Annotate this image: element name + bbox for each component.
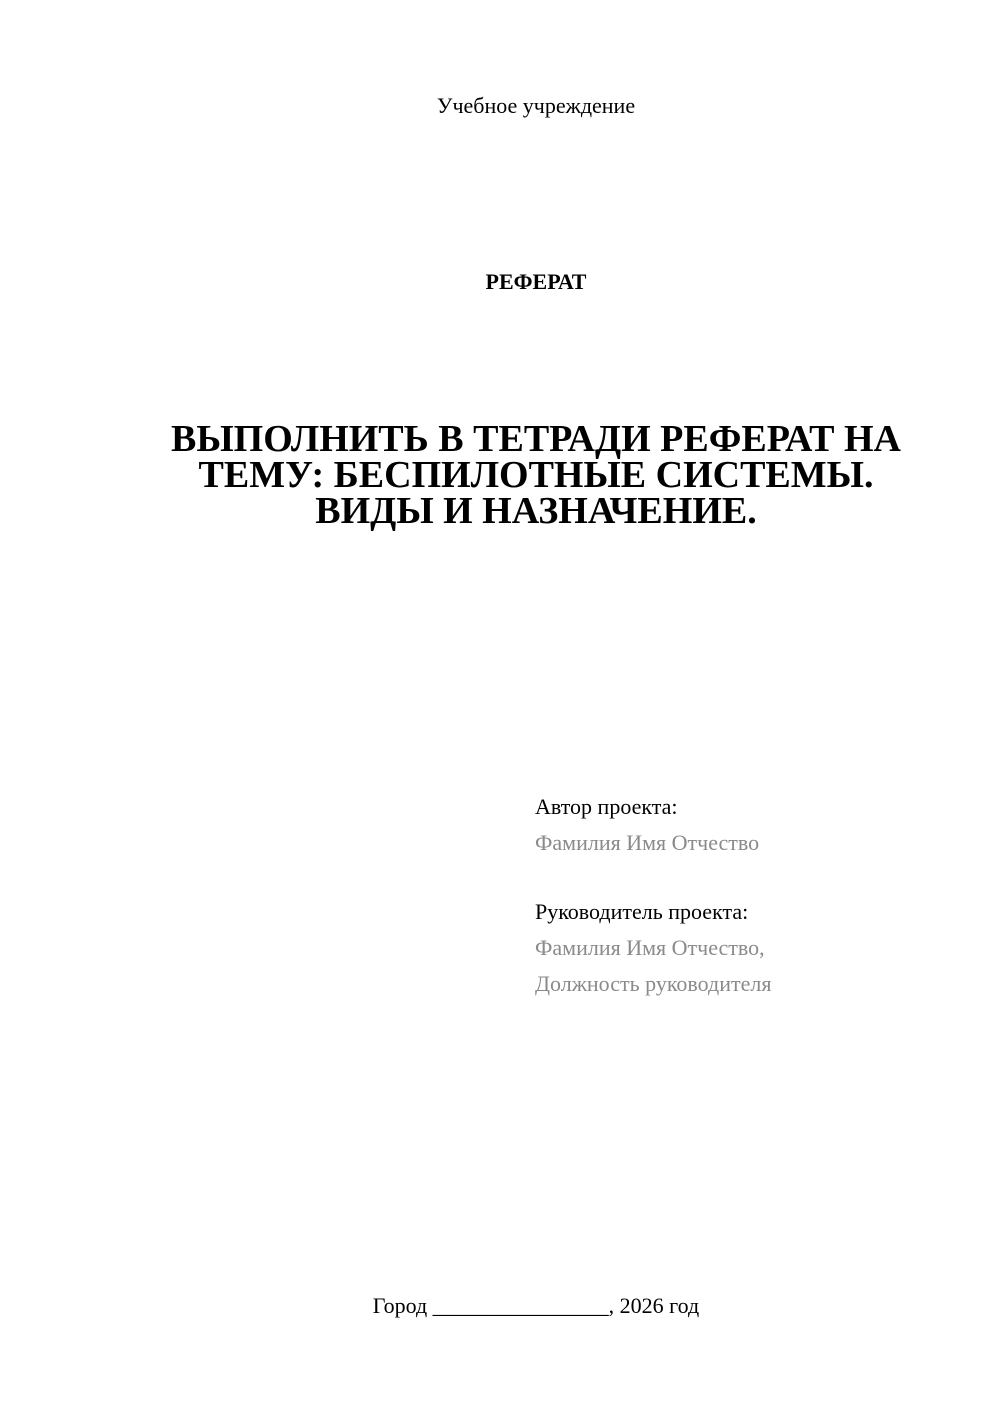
document-title bbox=[140, 418, 932, 532]
author-name: Фамилия Имя Отчество bbox=[535, 830, 760, 855]
city-year-footer: Город ________________, 2026 год bbox=[372, 1293, 700, 1318]
supervisor-position: Должность руководителя bbox=[535, 971, 772, 996]
title-line: ВИДЫ И НАЗНАЧЕНИЕ. bbox=[315, 490, 757, 532]
supervisor-name: Фамилия Имя Отчество, bbox=[535, 935, 765, 960]
document-type-heading: РЕФЕРАТ bbox=[485, 269, 587, 294]
credits-block bbox=[535, 789, 975, 1002]
institution-name: Учебное учреждение bbox=[436, 93, 636, 118]
credits-spacer bbox=[535, 861, 975, 894]
title-line: ВЫПОЛНИТЬ В ТЕТРАДИ РЕФЕРАТ НА bbox=[171, 418, 901, 460]
author-label: Автор проекта: bbox=[535, 794, 678, 819]
supervisor-label: Руководитель проекта: bbox=[535, 899, 749, 924]
title-line: ТЕМУ: БЕСПИЛОТНЫЕ СИСТЕМЫ. bbox=[198, 454, 874, 496]
